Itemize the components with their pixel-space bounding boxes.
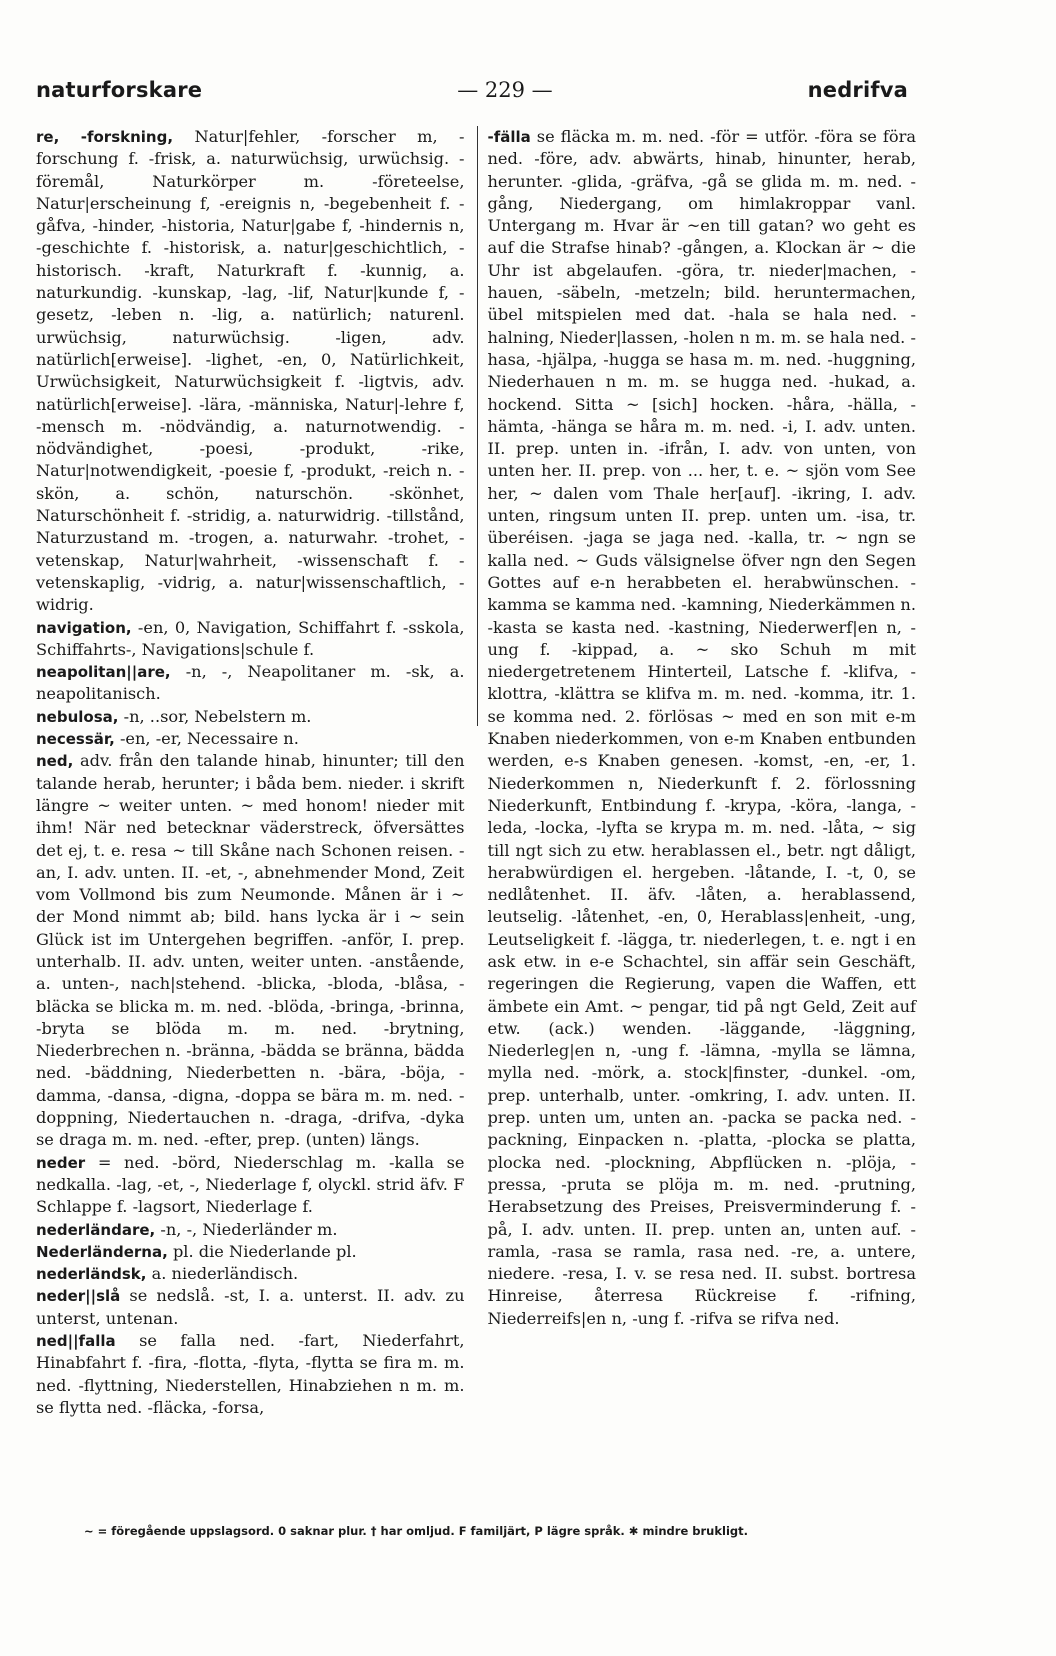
entry-definition: a. niederländisch. — [146, 1264, 299, 1284]
entry-headword: re, -forskning, — [36, 128, 174, 146]
entry-definition: = ned. -börd, Niederschlag m. -kalla se nedkalla. -lag, -et, -, Niederlage f, olyckl. strid äfv. F Schlappe f. -lagsort, Niederlage f. — [36, 1152, 465, 1217]
dictionary-entry — [36, 617, 465, 662]
dictionary-entry — [36, 1263, 465, 1285]
dictionary-entry — [488, 126, 917, 1330]
dictionary-entry — [36, 1330, 465, 1419]
entry-definition: se fläcka m. m. ned. -för = utför. -föra se föra ned. -före, adv. abwärts, hinab, hinunter, herab, herunter. -glida, -gräfva, -gå se glida m. m. ned. -gång, Niedergang, om himlakroppar vanl. Untergang m. Hvar är ~en till gatan? wo geht es auf die Strafse hinab? -gången, a. Klockan är ~ die Uhr ist abgelaufen. -göra, tr. nieder|machen, -hauen, -säbeln, -metzeln; bild. heruntermachen, übel mitspielen med dat. -hala se hala ned. -halning, Nieder|lassen, -holen n m. m. se hala ned. -hasa, -hjälpa, -hugga se hasa m. m. ned. -huggning, Niederhauen n m. m. se hugga ned. -hukad, a. hockend. Sitta ~ [sich] hocken. -håra, -hälla, -hämta, -hänga se håra m. m. ned. -i, I. adv. unten. II. prep. unten in. -ifrån, I. adv. von unten, von unten her. II. prep. von ... her, t. e. ~ sjön vom See her, ~ dalen vom Thale her[auf]. -ikring, I. adv. unten, ringsum unten II. prep. unten um. -isa, tr. überéisen. -jaga se jaga ned. -kalla, tr. ~ ngn se kalla ned. ~ Guds välsignelse öfver ngn den Segen Gottes auf e-n herabbeten el. herabwünschen. -kamma se kamma ned. -kamning, Niederkämmen n. -kasta se kasta ned. -kastning, Niederwerf|en n, -ung f. -kippad, a. ~ sko Schuh m mit niedergetretenem Hinterteil, Latsche f. -klifva, -klottra, -klättra se klifva m. m. ned. -komma, itr. 1. se komma ned. 2. förlösas ~ med en son mit e-m Knaben niederkommen, von e-m Knaben entbunden werden, e-s Knaben genesen. -komst, -en, -er, 1. Niederkommen n, Niederkunft f. 2. förlossning Niederkunft, Entbindung f. -krypa, -köra, -langa, -leda, -locka, -lyfta se krypa m. m. ned. -låta, ~ sig till ngt sich zu etw. herablassen el., betr. ngt dåligt, herabwürdigen el. hergeben. -låtande, I. -t, 0, se nedlåtenhet. II. äfv. -låten, a. herablassend, leutselig. -låtenhet, -en, 0, Herablass|enheit, -ung, Leutseligkeit f. -lägga, tr. niederlegen, t. e. ngt i en ask etw. in e-e Schachtel, sin affär sein Geschäft, regeringen die Regierung, vapen die Waffen, ett ämbete ein Amt. ~ pengar, tid på ngt Geld, Zeit auf etw. (ack.) wenden. -läggande, -läggning, Niederleg|en n, -ung f. -lämna, -mylla se lämna, mylla ned. -mörk, a. stock|finster, -dunkel. -om, prep. unterhalb, unter. -omkring, I. adv. unten. II. prep. unten um, unten an. -packa se packa ned. -packning, Einpacken n. -platta, -plocka se platta, plocka ned. -plockning, Abpflücken n. -plöja, -pressa, -pruta se plöja m. m. ned. -prutning, Herabsetzung des Preises, Preisverminderung f. -på, I. adv. unten. II. prep. unten an, unten auf. -ramla, -rasa se ramla, rasa ned. -re, a. untere, niedere. -resa, I. v. se resa ned. II. subst. bortresa Hinreise, återresa Rückreise f. -rifning, Niederreifs|en n, -ung f. -rifva se rifva ned. — [487, 127, 916, 1328]
abbreviation-legend: ~ = föregående uppslagsord. 0 saknar plur. † har omljud. F familjärt, P lägre språk. ✱ mindre brukligt. — [84, 1524, 748, 1538]
left-headword: naturforskare — [36, 78, 203, 102]
right-headword: nedrifva — [807, 78, 908, 102]
entry-headword: -fälla — [487, 128, 531, 146]
entry-definition: pl. die Niederlande pl. — [167, 1241, 357, 1261]
dictionary-entry — [36, 1219, 465, 1241]
entry-headword: navigation, — [36, 618, 132, 637]
entry-definition: -en, 0, Navigation, Schiffahrt f. -sskola, Schiffahrts-, Navigations|schule f. — [36, 617, 465, 659]
entry-definition: adv. från den talande hinab, hinunter; till den talande herab, herunter; i båda bem. nieder. i skrift längre ~ weiter unten. ~ med honom! nieder mit ihm! När ned betecknar väderstreck, öfversättes det ej, t. e. resa ~ till Skåne nach Schonen reisen. -an, I. adv. unten. II. -et, -, abnehmender Mond, Zeit vom Vollmond bis zum Neumonde. Månen är i ~ der Mond nimmt ab; bild. hans lycka är i ~ sein Glück ist im Untergehen begriffen. -anför, I. prep. unterhalb. II. adv. unten, weiter unten. -anstående, a. unten-, nach|stehend. -blicka, -bloda, -blåsa, -bläcka se blicka m. m. ned. -blöda, -bringa, -brinna, -bryta se blöda m. m. ned. -brytning, Niederbrechen n. -bränna, -bädda se bränna, bädda ned. -bäddning, Niederbetten n. -bära, -böja, -damma, -dansa, -digna, -doppa se bära m. m. ned. -doppning, Niedertauchen n. -draga, -drifva, -dyka se draga m. m. ned. -efter, prep. (unten) längs. — [36, 751, 465, 1150]
entry-definition: -n, -, Niederländer m. — [155, 1219, 338, 1239]
entry-definition: Natur|fehler, -forscher m, -forschung f. -frisk, a. naturwüchsig, urwüchsig. -föremål, Naturkörper m. -företeelse, Natur|erscheinung f, -ereignis n, -begebenheit f. -gåfva, -hinder, -historia, Natur|gabe f, -hindernis n, -geschichte f. -historisk, a. natur|geschichtlich, -historisch. -kraft, Naturkraft f. -kunnig, a. naturkundig. -kunskap, -lag, -lif, Natur|kunde f, -gesetz, -leben n. -lig, a. natürlich; naturenl. urwüchsig, naturwüchsig. -ligen, adv. natürlich[erweise]. -lighet, -en, 0, Natürlichkeit, Urwüchsigkeit, Naturwüchsigkeit f. -ligtvis, adv. natürlich[erweise]. -lära, -människa, Natur|-lehre f, -mensch m. -nödvändig, a. naturnotwendig. -nödvändighet, -poesi, -produkt, -rike, Natur|notwendigkeit, -poesie f, -produkt, -reich n. -skön, a. schön, naturschön. -skönhet, Naturschönheit f. -stridig, a. naturwidrig. -tillstånd, Naturzustand m. -trogen, a. naturwahr. -trohet, -vetenskap, Natur|wahrheit, -wissenschaft f. -vetenskaplig, -vidrig, a. natur|wissenschaftlich, -widrig. — [36, 127, 465, 615]
running-header — [36, 78, 908, 108]
dictionary-entry — [36, 1241, 465, 1263]
entry-definition: -en, -er, Necessaire n. — [114, 729, 299, 749]
dictionary-entry — [36, 661, 465, 706]
left-column — [36, 126, 465, 1417]
entry-headword: ned||falla — [36, 1332, 116, 1351]
dictionary-entry — [36, 126, 465, 617]
entry-headword: Nederländerna, — [36, 1242, 168, 1261]
dictionary-entry — [36, 1152, 465, 1219]
entry-headword: nebulosa, — [36, 707, 119, 726]
entry-headword: neder||slå — [36, 1287, 121, 1306]
page-number: — 229 — — [457, 78, 553, 102]
entry-definition: -n, -, Neapolitaner m. -sk, a. neapolitanisch. — [36, 662, 465, 704]
entry-definition: se nedslå. -st, I. a. unterst. II. adv. zu unterst, untenan. — [36, 1286, 465, 1328]
entry-headword: neder — [36, 1153, 86, 1172]
entry-headword: ned, — [36, 752, 74, 771]
dictionary-entry — [36, 706, 465, 728]
right-column — [477, 126, 917, 1328]
entry-definition: -n, ..sor, Nebelstern m. — [118, 706, 312, 726]
entry-headword: nederländsk, — [36, 1265, 147, 1284]
entry-headword: nederländare, — [36, 1220, 156, 1239]
dictionary-entry — [36, 750, 465, 1151]
entry-headword: necessär, — [36, 730, 115, 749]
dictionary-entry — [36, 728, 465, 750]
entry-definition: se falla ned. -fart, Niederfahrt, Hinabfahrt f. -fira, -flotta, -flyta, -flytta se fira m. m. ned. -flyttning, Niederstellen, Hinabziehen n m. m. se flytta ned. -fläcka, -forsa, — [36, 1331, 465, 1417]
dictionary-columns — [36, 126, 916, 1417]
entry-headword: neapolitan||are, — [36, 663, 171, 682]
dictionary-entry — [36, 1285, 465, 1330]
